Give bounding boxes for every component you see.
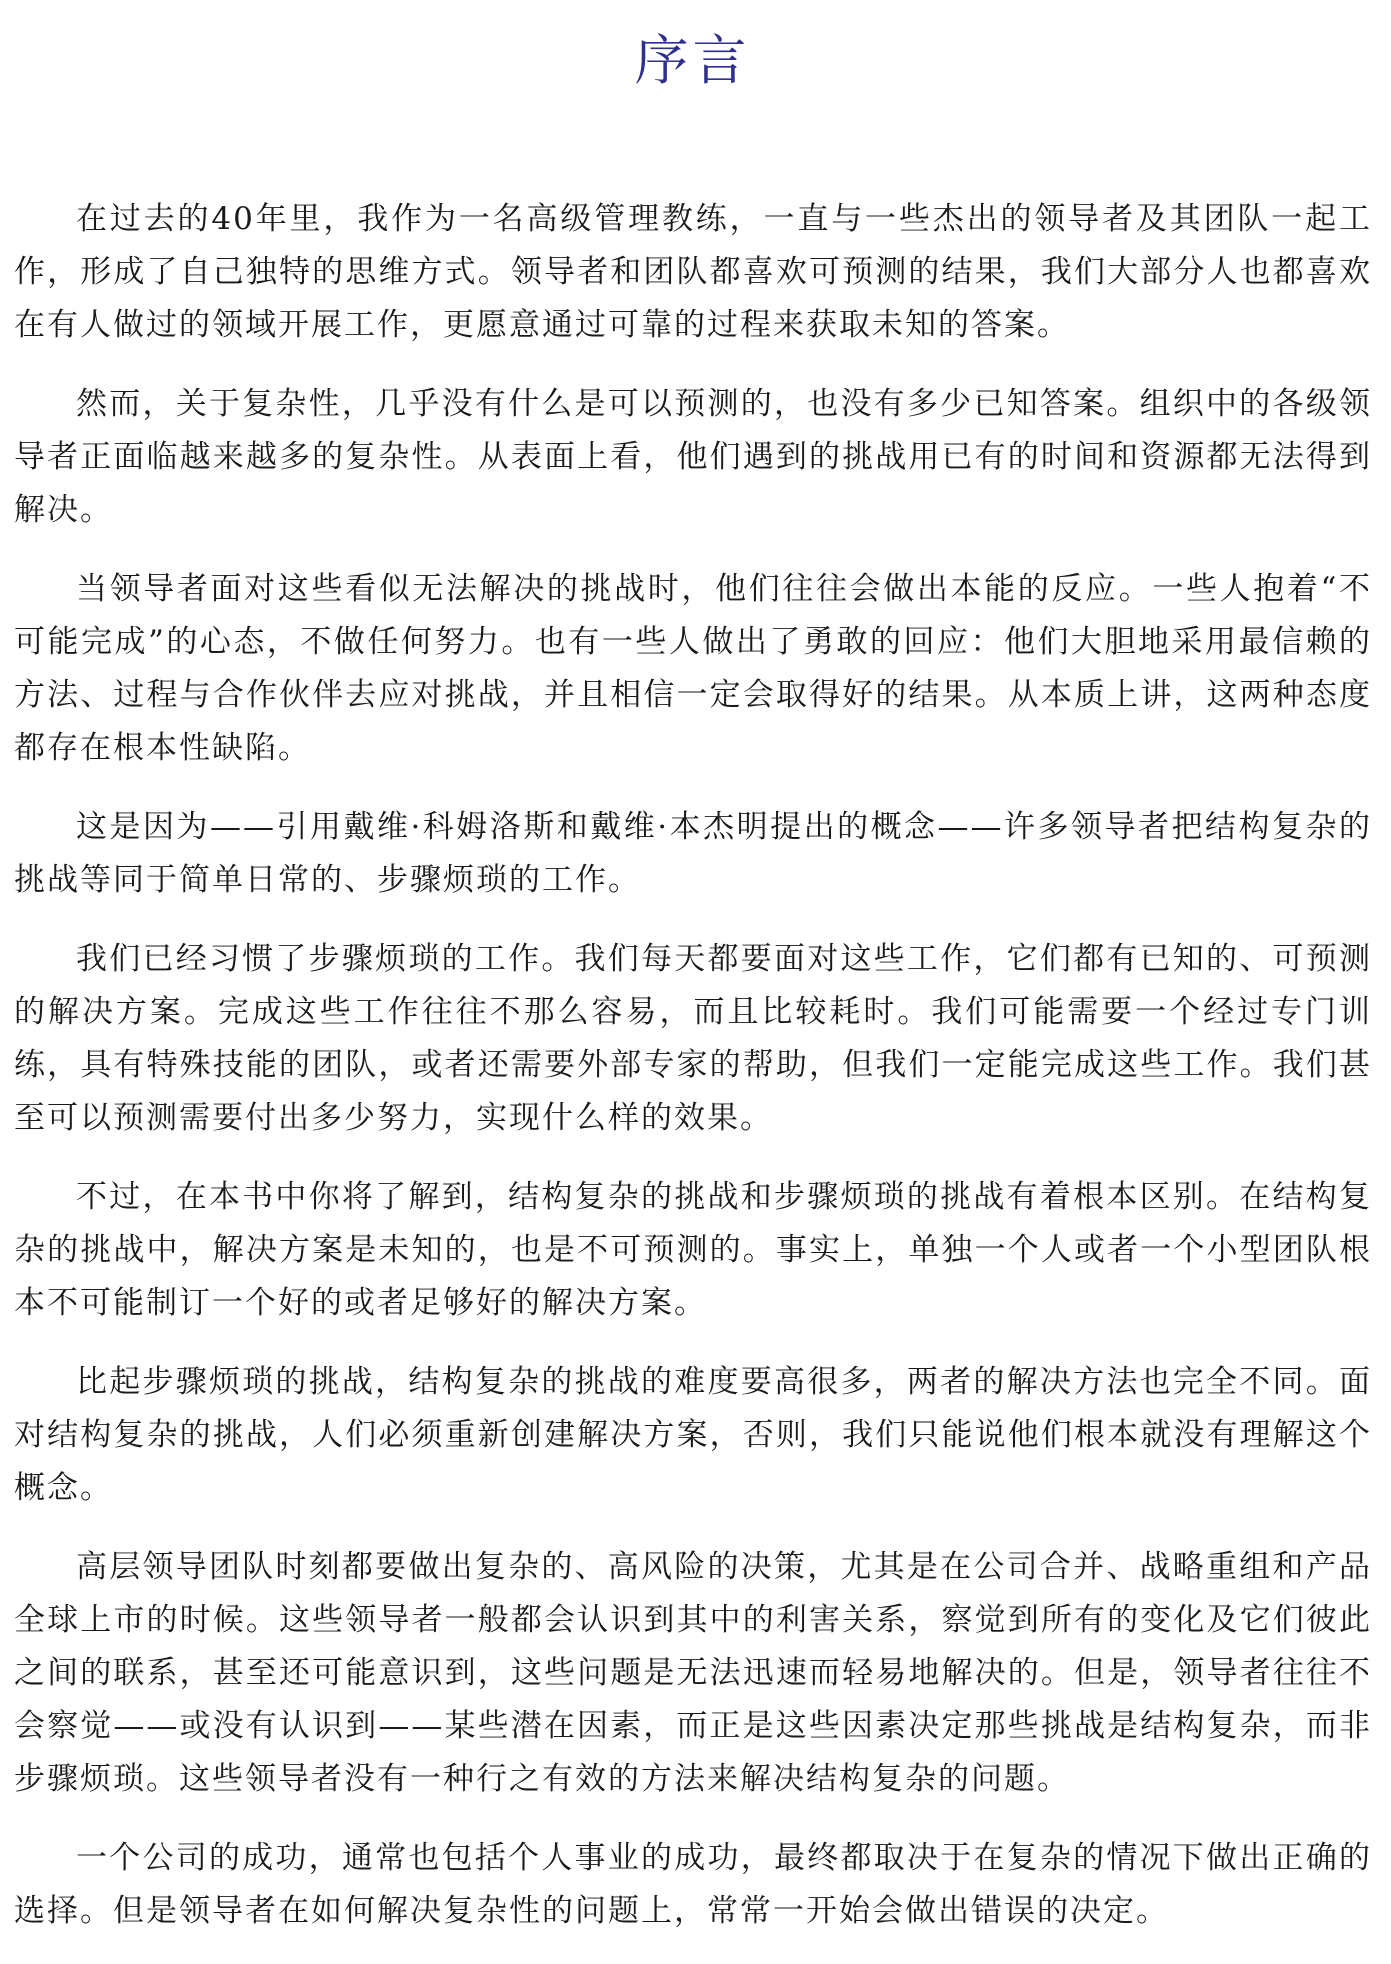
page-title: 序言 bbox=[634, 29, 751, 92]
paragraph-1: 在过去的40年里，我作为一名高级管理教练，一直与一些杰出的领导者及其团队一起工作，形成了自己独特的思维方式。领导者和团队都喜欢可预测的结果，我们大部分人也都喜欢在有人做过的领域开展工作，更愿意通过可靠的过程来获取未知的答案。 bbox=[14, 201, 1372, 343]
paragraph-2: 然而，关于复杂性，几乎没有什么是可以预测的，也没有多少已知答案。组织中的各级领导者正面临越来越多的复杂性。从表面上看，他们遇到的挑战用已有的时间和资源都无法得到解决。 bbox=[14, 386, 1372, 528]
paragraph-5: 我们已经习惯了步骤烦琐的工作。我们每天都要面对这些工作，它们都有已知的、可预测的解决方案。完成这些工作往往不那么容易，而且比较耗时。我们可能需要一个经过专门训练，具有特殊技能的团队，或者还需要外部专家的帮助，但我们一定能完成这些工作。我们甚至可以预测需要付出多少努力，实现什么样的效果。 bbox=[14, 941, 1372, 1136]
paragraph-6: 不过，在本书中你将了解到，结构复杂的挑战和步骤烦琐的挑战有着根本区别。在结构复杂的挑战中，解决方案是未知的，也是不可预测的。事实上，单独一个人或者一个小型团队根本不可能制订一个好的或者足够好的解决方案。 bbox=[14, 1179, 1372, 1321]
paragraph-9: 一个公司的成功，通常也包括个人事业的成功，最终都取决于在复杂的情况下做出正确的选择。但是领导者在如何解决复杂性的问题上，常常一开始会做出错误的决定。 bbox=[14, 1840, 1372, 1929]
paragraph-3: 当领导者面对这些看似无法解决的挑战时，他们往往会做出本能的反应。一些人抱着“不可能完成”的心态，不做任何努力。也有一些人做出了勇敢的回应：他们大胆地采用最信赖的方法、过程与合作伙伴去应对挑战，并且相信一定会取得好的结果。从本质上讲，这两种态度都存在根本性缺陷。 bbox=[14, 571, 1372, 766]
paragraph-4: 这是因为——引用戴维·科姆洛斯和戴维·本杰明提出的概念——许多领导者把结构复杂的挑战等同于简单日常的、步骤烦琐的工作。 bbox=[14, 809, 1372, 898]
paragraph-8: 高层领导团队时刻都要做出复杂的、高风险的决策，尤其是在公司合并、战略重组和产品全球上市的时候。这些领导者一般都会认识到其中的利害关系，察觉到所有的变化及它们彼此之间的联系，甚至还可能意识到，这些问题是无法迅速而轻易地解决的。但是，领导者往往不会察觉——或没有认识到——某些潜在因素，而正是这些因素决定那些挑战是结构复杂，而非步骤烦琐。这些领导者没有一种行之有效的方法来解决结构复杂的问题。 bbox=[14, 1549, 1372, 1797]
paragraph-7: 比起步骤烦琐的挑战，结构复杂的挑战的难度要高很多，两者的解决方法也完全不同。面对结构复杂的挑战，人们必须重新创建解决方案，否则，我们只能说他们根本就没有理解这个概念。 bbox=[14, 1364, 1372, 1506]
body-text bbox=[14, 193, 1372, 1964]
